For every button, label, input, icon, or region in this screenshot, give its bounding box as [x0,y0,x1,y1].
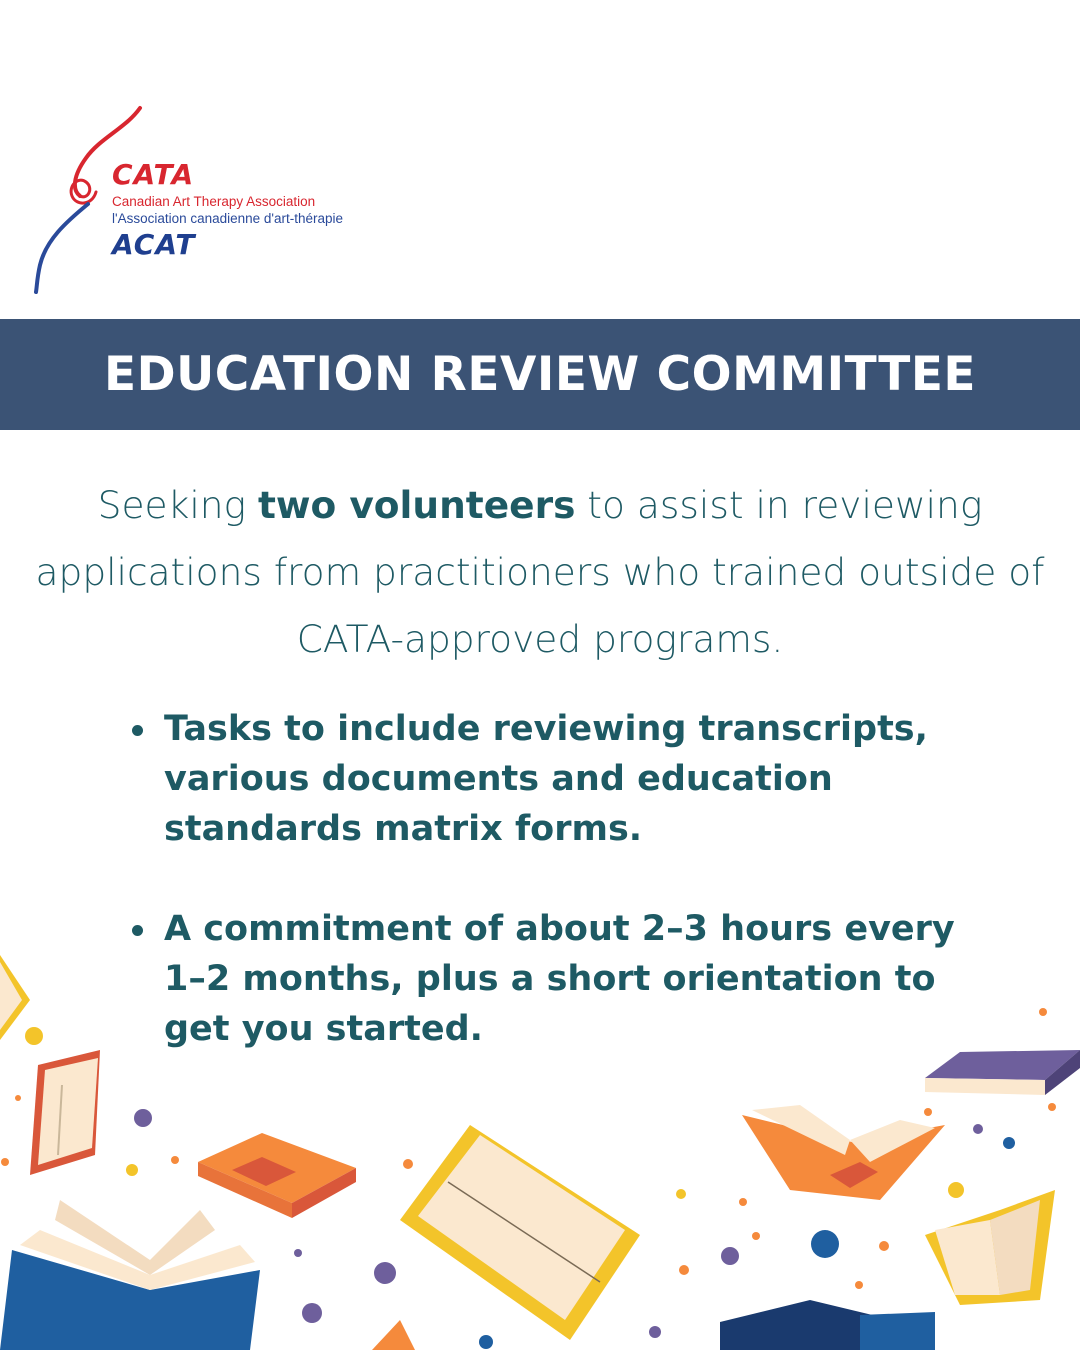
book-icon [30,1050,100,1175]
book-icon [925,1050,1080,1095]
intro-highlight: two volunteers [257,483,576,527]
book-icon [198,1133,356,1218]
intro-after: to assist in reviewing applications from practitioners who trained outside of CATA-approved programs. [35,483,1045,661]
books-decoration [0,900,1080,1350]
page-title: EDUCATION REVIEW COMMITTEE [103,347,977,402]
book-icon [0,955,30,1040]
book-icon [372,1320,415,1350]
book-icon [0,1200,260,1350]
list-item [130,704,990,854]
task-text: Tasks to include reviewing transcripts, various documents and education standards matrix forms. [164,709,928,849]
logo-cata-wordmark: CATA [112,158,195,191]
intro-text [30,472,1050,673]
bullet-icon [132,725,143,736]
task-text: A commitment of about 2–3 hours every 1–2 months, plus a short orientation to get you started. [164,909,955,1049]
title-banner [0,319,1080,430]
book-icon [925,1190,1055,1305]
book-icon [400,1125,640,1340]
logo-name-french: l'Association canadienne d'art-thérapie [112,211,344,226]
intro-before: Seeking [97,483,258,527]
logo-name-english: Canadian Art Therapy Association [112,194,316,209]
book-icon [742,1105,945,1200]
logo-acat-wordmark: ACAT [112,228,196,261]
book-icon [720,1300,935,1350]
